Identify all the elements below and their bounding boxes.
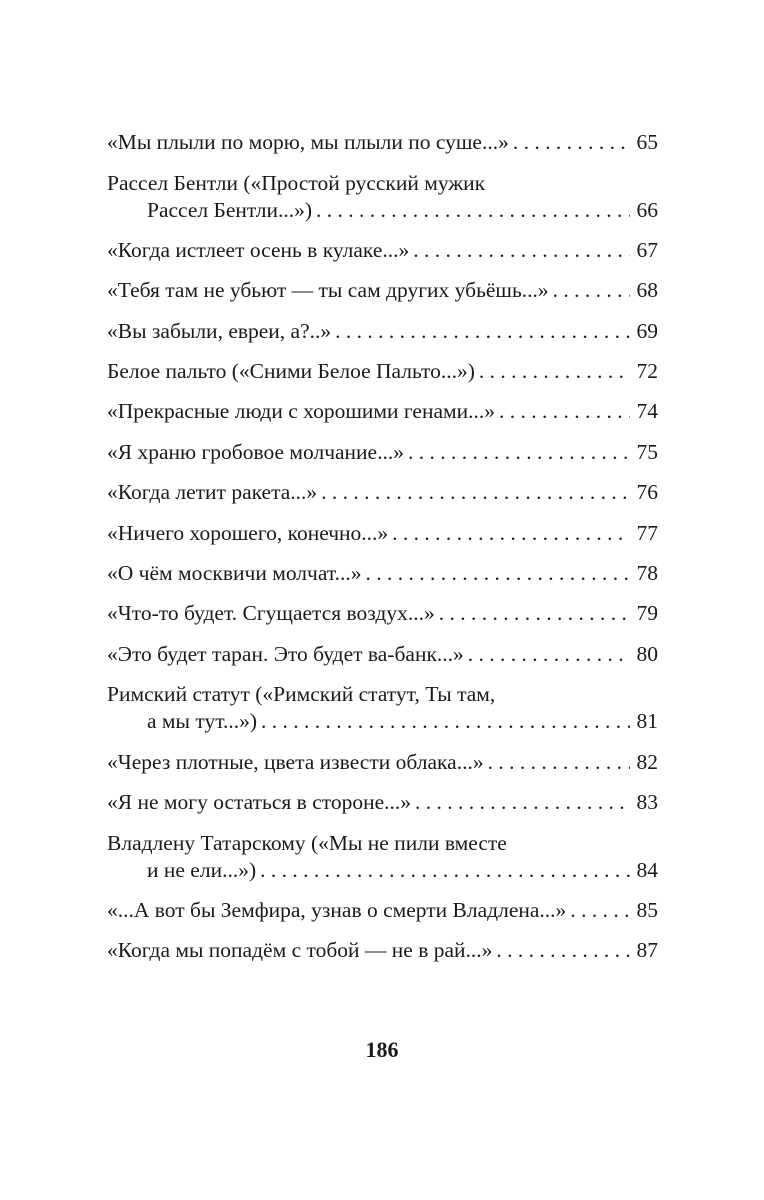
dot-leader: [260, 857, 630, 884]
dot-leader: [413, 237, 630, 264]
toc-entry-title: «Мы плыли по морю, мы плыли по суше...»: [107, 130, 509, 154]
dot-leader: [488, 749, 630, 776]
dot-leader: [513, 129, 630, 156]
toc-entry: [107, 600, 658, 627]
toc-entry: [107, 129, 658, 156]
toc-entry-title: «Я не могу остаться в стороне...»: [107, 790, 412, 814]
toc-entry-page: 72: [636, 359, 658, 383]
toc-entry-title: Римский статут («Римский статут, Ты там,: [107, 682, 496, 706]
toc-entry: [107, 897, 658, 924]
toc-entry-title: «Это будет таран. Это будет ва-банк...»: [107, 642, 464, 666]
toc-entry: [107, 398, 658, 425]
toc-entry-title: «Что-то будет. Сгущается воздух...»: [107, 601, 435, 625]
toc-entry-page: 76: [636, 480, 658, 504]
dot-leader: [570, 897, 630, 924]
dot-leader: [499, 398, 630, 425]
toc-entry-page: 74: [636, 399, 658, 423]
toc-entry-title: «Прекрасные люди с хорошими генами...»: [107, 399, 495, 423]
toc-entry: [107, 681, 658, 735]
dot-leader: [321, 479, 630, 506]
toc-entry-title: Владлену Татарскому («Мы не пили вместе: [107, 831, 507, 855]
toc-entry: [107, 749, 658, 776]
dot-leader: [335, 318, 630, 345]
toc-entry-page: 82: [636, 750, 658, 774]
dot-leader: [261, 708, 630, 735]
toc-entry-page: 84: [636, 858, 658, 882]
toc-entry-title: «Вы забыли, евреи, а?..»: [107, 319, 332, 343]
toc-entry-title-continued: а мы тут...»): [147, 709, 258, 733]
toc-entry: [107, 479, 658, 506]
dot-leader: [365, 560, 630, 587]
toc-entry-title: «Когда истлеет осень в кулаке...»: [107, 238, 410, 262]
toc-entry-page: 75: [636, 440, 658, 464]
dot-leader: [415, 789, 630, 816]
toc-entry-page: 83: [636, 790, 658, 814]
toc-entry-page: 67: [636, 238, 658, 262]
toc-entry-title: «Когда летит ракета...»: [107, 480, 318, 504]
toc-entry: [107, 318, 658, 345]
toc-entry-page: 87: [636, 938, 658, 962]
dot-leader: [392, 520, 630, 547]
toc-entry-title: Белое пальто («Сними Белое Пальто...»): [107, 359, 475, 383]
toc-entry-title: «Через плотные, цвета извести облака...»: [107, 750, 484, 774]
toc-entry-page: 65: [636, 130, 658, 154]
toc-entry-title: «Я храню гробовое молчание...»: [107, 440, 404, 464]
toc-entry: [107, 237, 658, 264]
toc-entry-title-continued: и не ели...»): [147, 858, 257, 882]
toc-entry: [107, 789, 658, 816]
toc-entry-page: 85: [636, 898, 658, 922]
toc-entry-title: «...А вот бы Земфира, узнав о смерти Владлена...»: [107, 898, 567, 922]
toc-entry-page: 66: [636, 198, 658, 222]
dot-leader: [479, 358, 630, 385]
dot-leader: [468, 641, 630, 668]
dot-leader: [496, 937, 630, 964]
toc-entry-title-continued: Рассел Бентли...»): [147, 198, 313, 222]
toc-entry-title: «Ничего хорошего, конечно...»: [107, 521, 389, 545]
dot-leader: [408, 439, 630, 466]
dot-leader: [553, 277, 630, 304]
toc-entry-page: 77: [636, 521, 658, 545]
toc-entry: [107, 937, 658, 964]
dot-leader: [439, 600, 630, 627]
dot-leader: [316, 197, 630, 224]
page-number: 186: [365, 1037, 399, 1062]
toc-entry-page: 78: [636, 561, 658, 585]
toc-entry-page: 81: [636, 709, 658, 733]
toc-entry: [107, 358, 658, 385]
toc-entry: [107, 830, 658, 884]
toc-entry: [107, 641, 658, 668]
toc-entry: [107, 277, 658, 304]
toc-entry-title: Рассел Бентли («Простой русский мужик: [107, 171, 486, 195]
toc-entry-title: «Когда мы попадём с тобой — не в рай...»: [107, 938, 493, 962]
toc-entry-page: 79: [636, 601, 658, 625]
toc-entry-page: 68: [636, 278, 658, 302]
toc-entry-title: «Тебя там не убьют — ты сам других убьёшь...»: [107, 278, 549, 302]
toc-entry-page: 80: [636, 642, 658, 666]
toc-entry: [107, 439, 658, 466]
toc-entry-page: 69: [636, 319, 658, 343]
toc-entry: [107, 560, 658, 587]
toc-entry-title: «О чём москвичи молчат...»: [107, 561, 362, 585]
toc-entry: [107, 170, 658, 224]
toc-entry: [107, 520, 658, 547]
